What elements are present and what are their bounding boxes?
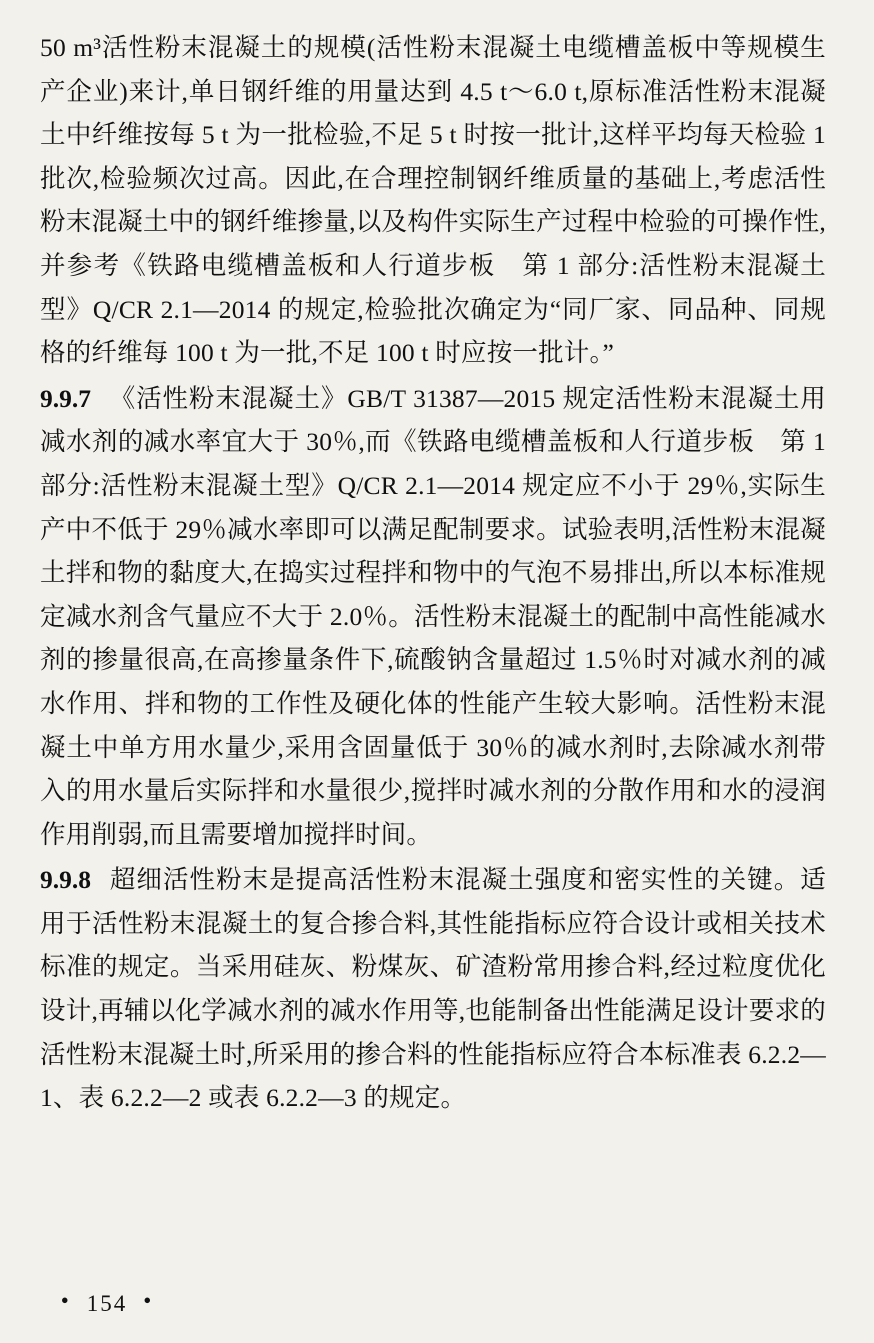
- paragraph-9-9-7: [40, 377, 826, 857]
- section-number-9-9-7: 9.9.7: [40, 383, 91, 413]
- page-footer: [0, 1288, 874, 1317]
- page-number: 154: [86, 1291, 128, 1316]
- section-number-9-9-8: 9.9.8: [40, 865, 91, 895]
- paragraph-9-9-8: [40, 858, 826, 1120]
- footer-dot-left: •: [60, 1288, 71, 1313]
- paragraph-9-9-7-text: 《活性粉末混凝土》GB/T 31387—2015 规定活性粉末混凝土用减水剂的减水率宜大于 30％,而《铁路电缆槽盖板和人行道步板 第 1 部分:活性粉末混凝土型》Q/CR 2.1—2014 规定应不小于 29％,实际生产中不低于 29％减水率即可以满足配制要求。试验表明,活性粉末混凝土拌和物的黏度大,在捣实过程拌和物中的气泡不易排出,所以本标准规定减水剂含气量应不大于 2.0％。活性粉末混凝土的配制中高性能减水剂的掺量很高,在高掺量条件下,硫酸钠含量超过 1.5％时对减水剂的减水作用、拌和物的工作性及硬化体的性能产生较大影响。活性粉末混凝土中单方用水量少,采用含固量低于 30％的减水剂时,去除减水剂带入的用水量后实际拌和水量很少,搅拌时减水剂的分散作用和水的浸润作用削弱,而且需要增加搅拌时间。: [40, 383, 826, 849]
- paragraph-9-9-8-text: 超细活性粉末是提高活性粉末混凝土强度和密实性的关键。适用于活性粉末混凝土的复合掺合料,其性能指标应符合设计或相关技术标准的规定。当采用硅灰、粉煤灰、矿渣粉常用掺合料,经过粒度优化设计,再辅以化学减水剂的减水作用等,也能制备出性能满足设计要求的活性粉末混凝土时,所采用的掺合料的性能指标应符合本标准表 6.2.2—1、表 6.2.2—2 或表 6.2.2—3 的规定。: [40, 865, 826, 1113]
- paragraph-continued: 50 m³活性粉末混凝土的规模(活性粉末混凝土电缆槽盖板中等规模生产企业)来计,单日钢纤维的用量达到 4.5 t～6.0 t,原标准活性粉末混凝土中纤维按每 5 t 为一批检验,不足 5 t 时按一批计,这样平均每天检验 1 批次,检验频次过高。因此,在合理控制钢纤维质量的基础上,考虑活性粉末混凝土中的钢纤维掺量,以及构件实际生产过程中检验的可操作性,并参考《铁路电缆槽盖板和人行道步板 第 1 部分:活性粉末混凝土型》Q/CR 2.1—2014 的规定,检验批次确定为“同厂家、同品种、同规格的纤维每 100 t 为一批,不足 100 t 时应按一批计。”: [40, 33, 826, 368]
- page-footer-inner: [51, 1288, 164, 1317]
- footer-dot-right: •: [143, 1288, 154, 1313]
